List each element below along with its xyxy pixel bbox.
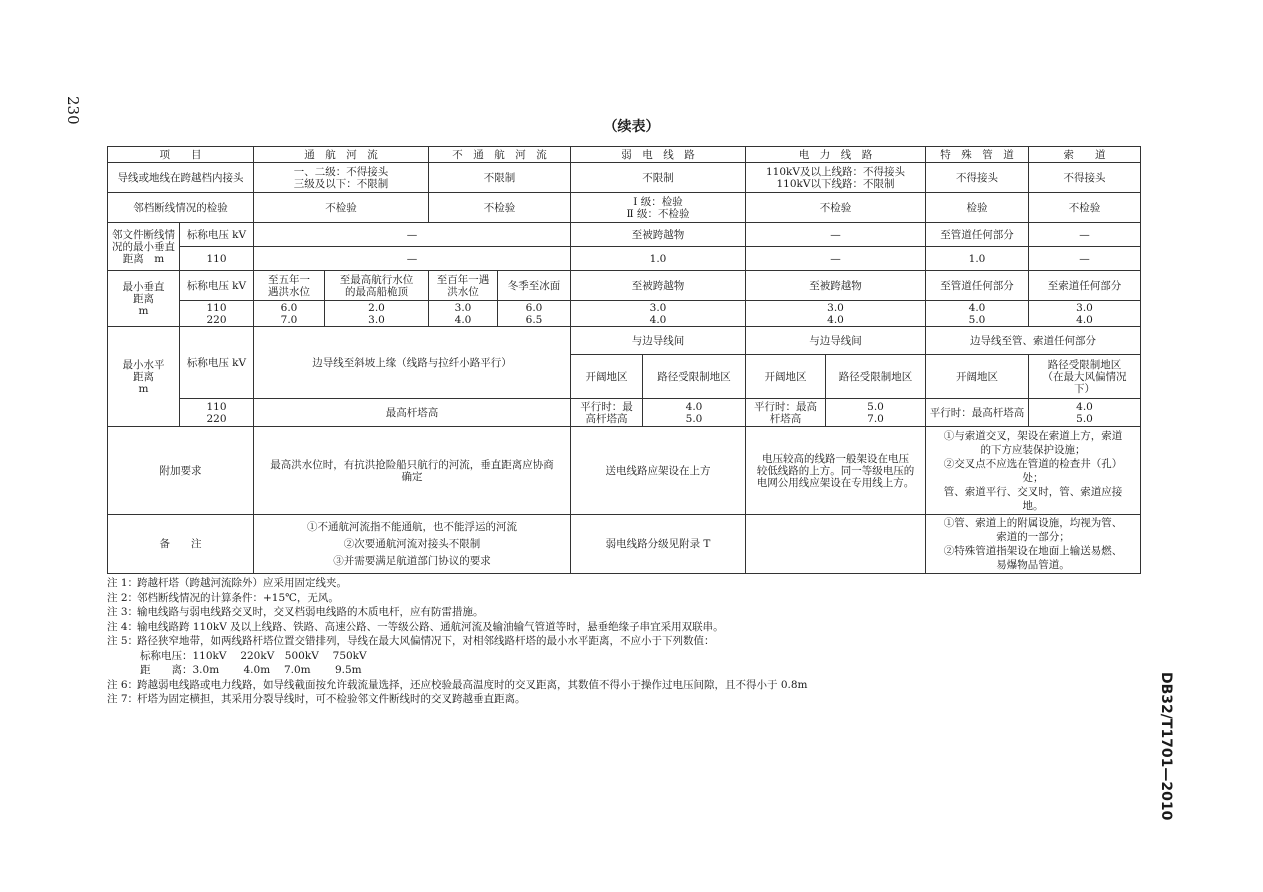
horizontal-pc-values: 4.0 5.0 [1029,399,1141,427]
broken-power-2: — [746,247,926,271]
note-3: 注 3： 输电线路与弱电线路交叉时，交叉档弱电线路的木质电杆，应有防雷措施。 [107,606,484,618]
check-cable: 不检验 [1029,193,1141,223]
vertical-non-ice-values: 6.0 6.5 [498,301,571,327]
notes [107,576,1140,707]
vertical-weak-values: 3.0 4.0 [571,301,746,327]
table-title: （续表） [603,119,660,135]
vertical-row-2 [108,301,1141,327]
broken-voltage-label: 标称电压 kV [180,223,254,247]
check-label: 邻档断线情况的检验 [108,193,254,223]
vertical-cable-head: 至索道任何部分 [1029,271,1141,301]
vertical-non-ice-head: 冬季至冰面 [498,271,571,301]
broken-cable-2: — [1029,247,1141,271]
broken-weak-1: 至被跨越物 [571,223,746,247]
header-cableway: 索 道 [1029,147,1141,163]
note-6: 注 6： 跨越弱电线路或电力线路，如导线截面按允许载流量选择，还应校验最高温度时的交叉距离，其数值不得小于操作过电压间隙，且不得小于 0.8m [107,678,808,691]
horizontal-power-restricted-head: 路径受限制地区 [826,355,926,399]
horizontal-row-3 [108,399,1141,427]
check-pipeline: 检验 [926,193,1029,223]
crossing-distance-table [107,146,1141,574]
vertical-voltage-label: 标称电压 kV [180,271,254,301]
remarks-river: ①不通航河流指不能通航，也不能浮运的河流 ②次要通航河流对接头不限制 ③并需要满足航道部门协议的要求 [254,515,571,574]
vertical-row-1 [108,271,1141,301]
vertical-power-values: 3.0 4.0 [746,301,926,327]
horizontal-pc-open-head: 开阔地区 [926,355,1029,399]
broken-cable-1: — [1029,223,1141,247]
joint-navigable: 一、二级：不得接头 三级及以下：不限制 [254,163,429,193]
broken-row-1 [108,223,1141,247]
check-weak: Ⅰ 级：检验 Ⅱ 级：不检验 [571,193,746,223]
horizontal-power-head: 与边导线间 [746,327,926,355]
joint-weak: 不限制 [571,163,746,193]
broken-weak-2: 1.0 [571,247,746,271]
broken-pipeline-2: 1.0 [926,247,1029,271]
broken-row-2 [108,247,1141,271]
vertical-pipeline-values: 4.0 5.0 [926,301,1029,327]
remarks-row [108,515,1141,574]
standard-code: DB32/T1701—2010 [1158,672,1174,821]
horizontal-row-1 [108,327,1141,355]
broken-voltage: 110 [180,247,254,271]
remarks-pipeline-cable: ①管、索道上的附属设施，均视为管、 索道的一部分； ②特殊管道指架设在地面上输送易燃、 易爆物品管道。 [926,515,1141,574]
header-power-line: 电 力 线 路 [746,147,926,163]
horizontal-power-open-value: 平行时：最高 杆塔高 [746,399,826,427]
vertical-non-flood-values: 3.0 4.0 [429,301,498,327]
broken-pipeline-1: 至管道任何部分 [926,223,1029,247]
horizontal-weak-head: 与边导线间 [571,327,746,355]
vertical-weak-head: 至被跨越物 [571,271,746,301]
horizontal-weak-values: 4.0 5.0 [643,399,746,427]
vertical-voltages: 110 220 [180,301,254,327]
horizontal-power-open-head: 开阔地区 [746,355,826,399]
horizontal-power-values: 5.0 7.0 [826,399,926,427]
broken-river-2: — [254,247,571,271]
note-7: 注 7： 杆塔为固定横担，其采用分裂导线时，可不检验邻文件断线时的交叉跨越垂直距离。 [107,693,526,705]
extra-power: 电压较高的线路一般架设在电压 较低线路的上方。同一等级电压的 电网公用线应架设在专用线上方。 [746,427,926,515]
note-4: 注 4： 输电线路跨 110kV 及以上线路、铁路、高速公路、一等级公路、通航河流及输油输气管道等时，悬垂绝缘子串宜采用双联串。 [107,620,724,633]
vertical-nav-mast-head: 至最高航行水位 的最高船桅顶 [325,271,429,301]
joint-label: 导线或地线在跨越档内接头 [108,163,254,193]
vertical-pipeline-head: 至管道任何部分 [926,271,1029,301]
extra-label: 附加要求 [108,427,254,515]
extra-weak: 送电线路应架设在上方 [571,427,746,515]
broken-river-1: — [254,223,571,247]
note-5-voltages: 标称电压：110kV 220kV 500kV 750kV [140,649,367,662]
horizontal-pc-restricted-head: 路径受限制地区 （在最大风偏情况 下） [1029,355,1141,399]
extra-river: 最高洪水位时，有抗洪抢险船只航行的河流，垂直距离应协商 确定 [254,427,571,515]
horizontal-voltages: 110 220 [180,399,254,427]
joint-cable: 不得接头 [1029,163,1141,193]
header-row [108,147,1141,163]
header-weak-current-line: 弱 电 线 路 [571,147,746,163]
vertical-power-head: 至被跨越物 [746,271,926,301]
check-row [108,193,1141,223]
extra-pipeline-cable: ①与索道交叉，架设在索道上方，索道 的下方应装保护设施； ②交叉点不应选在管道的检查井（孔） 处； 管、索道平行、交叉时，管、索道应接 地。 [926,427,1141,515]
note-5: 注 5： 路径狭窄地带，如两线路杆塔位置交错排列，导线在最大风偏情况下，对相邻线路杆塔的最小水平距离，不应小于下列数值： [107,635,715,647]
horizontal-voltage-label: 标称电压 kV [180,327,254,399]
header-non-navigable-river: 不 通 航 河 流 [429,147,571,163]
check-navigable: 不检验 [254,193,429,223]
page-number: 230 [64,96,82,125]
horizontal-weak-restricted-head: 路径受限制地区 [643,355,746,399]
header-special-pipeline: 特 殊 管 道 [926,147,1029,163]
vertical-non-flood-head: 至百年一遇 洪水位 [429,271,498,301]
joint-pipeline: 不得接头 [926,163,1029,193]
horizontal-pc-head: 边导线至管、索道任何部分 [926,327,1141,355]
horizontal-river-value: 最高杆塔高 [254,399,571,427]
note-2: 注 2： 邻档断线情况的计算条件：+15℃，无风。 [107,591,339,604]
horizontal-river-desc: 边导线至斜坡上缘（线路与拉纤小路平行） [254,327,571,399]
horizontal-pc-open-value: 平行时：最高杆塔高 [926,399,1029,427]
vertical-nav-mast-values: 2.0 3.0 [325,301,429,327]
vertical-label: 最小垂直 距离 m [108,271,180,327]
joint-non-navigable: 不限制 [429,163,571,193]
check-non-navigable: 不检验 [429,193,571,223]
header-item: 项 目 [108,147,254,163]
remarks-label: 备 注 [108,515,254,574]
vertical-nav-flood-head: 至五年一 遇洪水位 [254,271,325,301]
broken-label: 邻文件断线情 况的最小垂直 距离 m [108,223,180,271]
vertical-cable-values: 3.0 4.0 [1029,301,1141,327]
horizontal-label: 最小水平 距离 m [108,327,180,427]
extra-row [108,427,1141,515]
check-power: 不检验 [746,193,926,223]
note-5-distances: 距 离：3.0m 4.0m 7.0m 9.5m [140,664,362,676]
header-navigable-river: 通 航 河 流 [254,147,429,163]
note-1: 注 1： 跨越杆塔（跨越河流除外）应采用固定线夹。 [107,577,347,589]
joint-power: 110kV及以上线路：不得接头 110kV以下线路：不限制 [746,163,926,193]
joint-row [108,163,1141,193]
broken-power-1: — [746,223,926,247]
horizontal-weak-open-value: 平行时：最 高杆塔高 [571,399,643,427]
horizontal-weak-open-head: 开阔地区 [571,355,643,399]
remarks-weak: 弱电线路分级见附录 T [571,515,746,574]
remarks-power [746,515,926,574]
vertical-nav-flood-values: 6.0 7.0 [254,301,325,327]
